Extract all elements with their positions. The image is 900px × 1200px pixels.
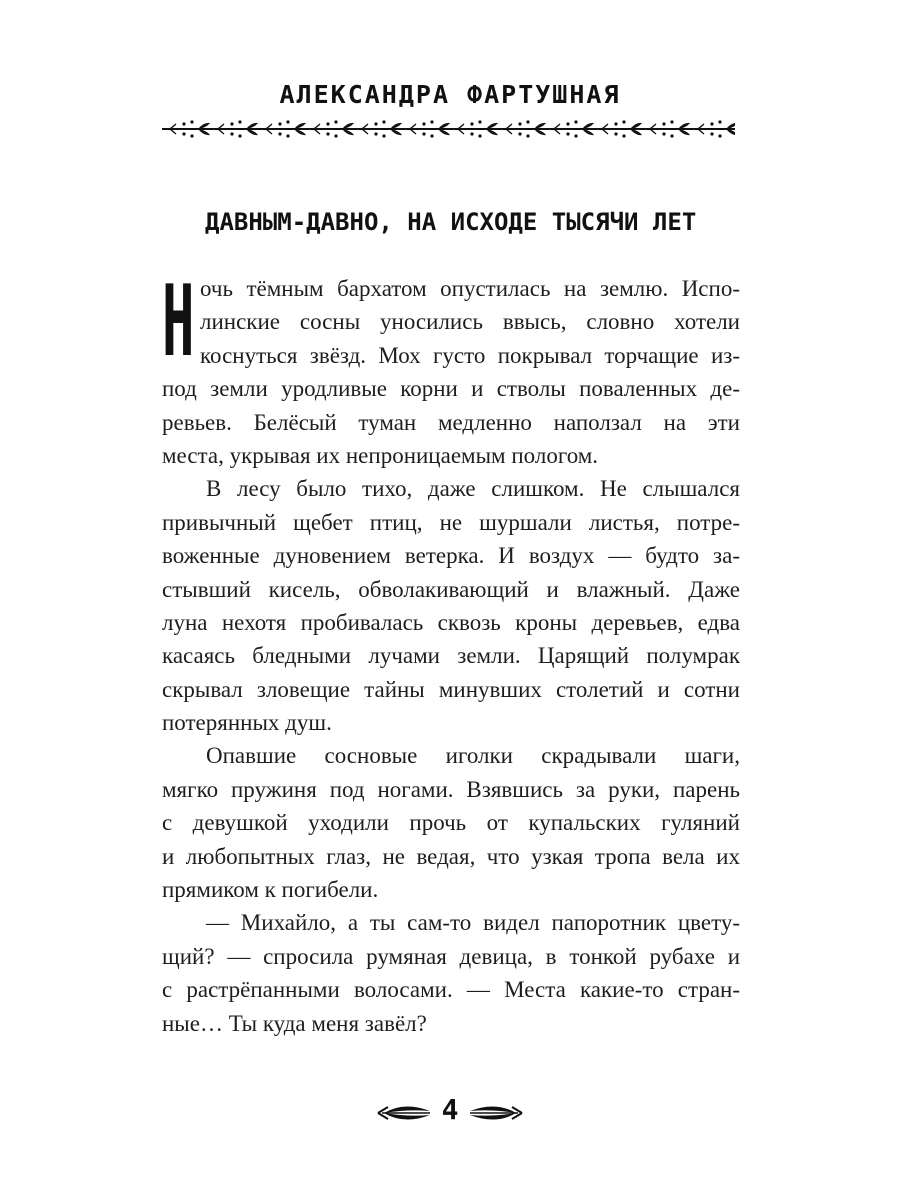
header-ornament-divider [162, 114, 735, 144]
text-line: ные… Ты куда меня завёл? [162, 1010, 427, 1036]
running-header-author: АЛЕКСАНДРА ФАРТУШНАЯ [279, 80, 621, 109]
text-line: под земли уродливые корни и стволы поваленных де- [162, 376, 740, 402]
text-line: луна нехотя пробивалась сквозь кроны деревьев, едва [162, 609, 740, 635]
chapter-title: ДАВНЫМ-ДАВНО, НА ИСХОДЕ ТЫСЯЧИ ЛЕТ [205, 208, 697, 236]
text-line: воженные дуновением ветерка. И воздух — будто за- [162, 543, 740, 569]
text-line: — Михайло, а ты сам-то видел папоротник цвету- [206, 910, 740, 936]
text-line: с растрёпанными волосами. — Места какие-то стран- [162, 977, 740, 1003]
text-line: ревьев. Белёсый туман медленно наползал на эти [162, 409, 740, 435]
text-line: касаясь бледными лучами земли. Царящий полумрак [162, 643, 740, 669]
text-line: щий? — спросила румяная девица, в тонкой рубахе и [162, 943, 740, 969]
text-line: места, укрывая их непроницаемым пологом. [162, 442, 599, 468]
leaf-ornament-left-icon [374, 1098, 434, 1128]
body-text [162, 265, 740, 1040]
text-line: мягко пружиня под ногами. Взявшись за руки, парень [162, 776, 740, 802]
leaf-ornament-right-icon [466, 1098, 526, 1128]
text-line: привычный щебет птиц, не шуршали листья, потре- [162, 509, 740, 535]
text-line: потерянных душ. [162, 710, 332, 736]
text-line: В лесу было тихо, даже слишком. Не слышался [206, 476, 740, 502]
drop-cap: Н [162, 265, 195, 379]
text-line: коснуться звёзд. Мох густо покрывал торчащие из- [200, 342, 740, 368]
text-line: линские сосны уносились ввысь, словно хотели [200, 309, 740, 335]
text-line: с девушкой уходили прочь от купальских гуляний [162, 810, 740, 836]
text-line: прямиком к погибели. [162, 877, 379, 903]
page-number: 4 [441, 1093, 459, 1126]
text-line: и любопытных глаз, не ведая, что узкая тропа вела их [162, 843, 740, 869]
text-line: скрывал зловещие тайны минувших столетий и сотни [162, 676, 740, 702]
text-line: очь тёмным бархатом опустилась на землю. Испо- [200, 276, 740, 301]
text-line: стывший кисель, обволакивающий и влажный. Даже [162, 576, 740, 602]
text-line: Опавшие сосновые иголки скрадывали шаги, [206, 743, 740, 769]
